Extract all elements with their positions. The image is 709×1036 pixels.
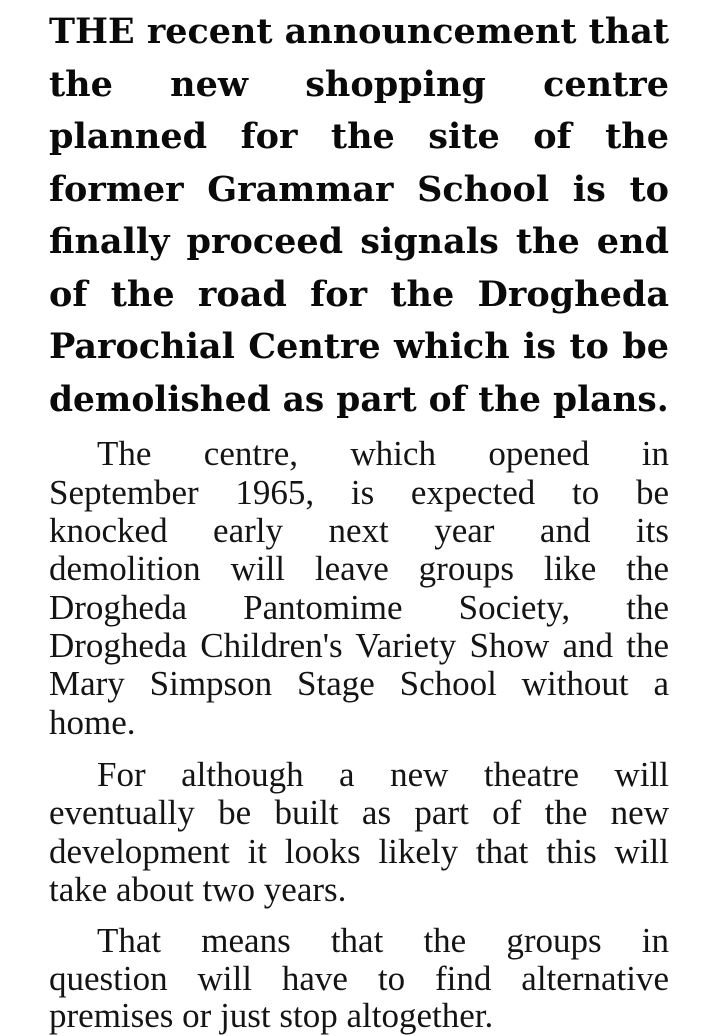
body-line: take about two years. — [49, 870, 347, 909]
body-line: premises or just stop altogether. — [49, 996, 494, 1035]
body-line: The centre, which opened in — [97, 434, 669, 473]
body-line: home. — [49, 703, 136, 742]
lead-line: former Grammar School is to — [49, 169, 669, 210]
lead-line: planned for the site of the — [49, 116, 669, 157]
lead-line: finally proceed signals the end — [49, 221, 669, 262]
body-line: For although a new theatre will — [97, 755, 669, 794]
lead-line: Parochial Centre which is to be — [49, 326, 669, 367]
body-line: development it looks likely that this will — [49, 832, 669, 871]
body-line: Drogheda Children's Variety Show and the — [49, 626, 669, 665]
lead-line: demolished as part of the plans. — [49, 379, 669, 420]
body-line: That means that the groups in — [97, 921, 669, 960]
body-line: knocked early next year and its — [49, 511, 669, 550]
lead-line: the new shopping centre — [49, 64, 669, 105]
lead-line: THE recent announcement that — [49, 11, 670, 52]
body-line: Mary Simpson Stage School without a — [49, 664, 669, 703]
body-line: eventually be built as part of the new — [49, 793, 669, 832]
body-line: demolition will leave groups like the — [49, 549, 669, 588]
body-line: September 1965, is expected to be — [49, 473, 669, 512]
body-line: Drogheda Pantomime Society, the — [49, 588, 669, 627]
body-line: question will have to find alternative — [49, 959, 669, 998]
lead-line: of the road for the Drogheda — [49, 274, 669, 315]
